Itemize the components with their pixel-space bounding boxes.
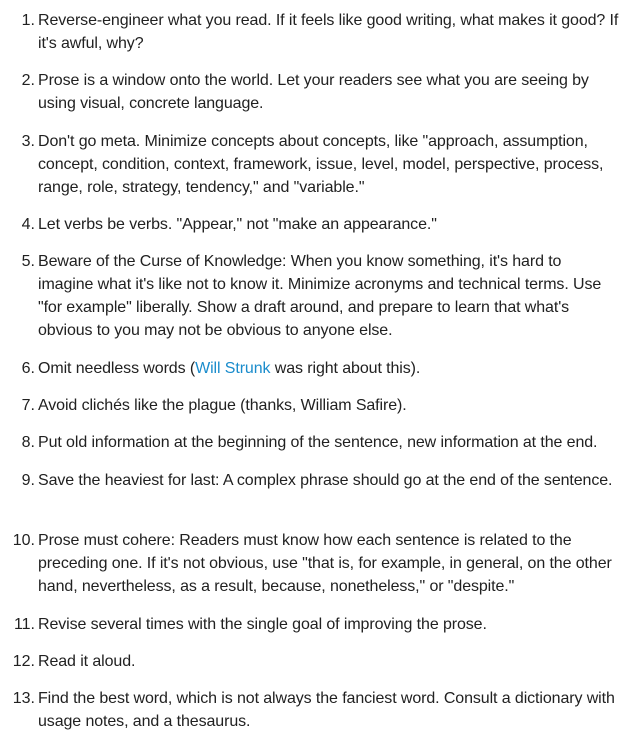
item-number: 8.: [21, 434, 35, 451]
item-text: Don't go meta. Minimize concepts about concepts, like "approach, assumption, concept, condition, context, framework, issue, level, model, perspective, process, range, role, strategy, tendency," and "variable.": [38, 133, 604, 196]
item-text: Beware of the Curse of Knowledge: When you know something, it's hard to imagine what it's like not to know it. Minimize acronyms and technical terms. Use "for example" liberally. Show a draft around, and prepare to learn that what's obvious to you may not be obvious to anyone else.: [38, 253, 602, 339]
item-number: 2.: [21, 72, 35, 89]
item-number: 10.: [12, 532, 35, 549]
item-number: 6.: [21, 360, 35, 377]
item-number: 9.: [21, 472, 35, 489]
item-text: Find the best word, which is not always the fanciest word. Consult a dictionary with usage notes, and a thesaurus.: [38, 690, 615, 730]
item-text: Reverse-engineer what you read. If it feels like good writing, what makes it good? If it's awful, why?: [38, 12, 619, 52]
item-text: Save the heaviest for last: A complex phrase should go at the end of the sentence.: [38, 472, 613, 489]
will-strunk-link[interactable]: Will Strunk: [195, 360, 271, 377]
item-number: 12.: [12, 653, 35, 670]
item-text-before: Omit needless words (: [38, 360, 196, 377]
item-number: 11.: [13, 616, 35, 633]
item-text: Read it aloud.: [38, 653, 136, 670]
item-number: 5.: [21, 253, 35, 270]
item-text: Prose is a window onto the world. Let your readers see what you are seeing by using visual, concrete language.: [38, 72, 589, 112]
item-number: 13.: [12, 690, 35, 707]
item-text-after: was right about this).: [270, 360, 421, 377]
item-number: 1.: [21, 12, 35, 29]
item-number: 3.: [21, 133, 35, 150]
item-text: Put old information at the beginning of the sentence, new information at the end.: [38, 434, 598, 451]
item-number: 4.: [21, 216, 35, 233]
item-text: Avoid clichés like the plague (thanks, William Safire).: [38, 397, 407, 414]
item-text: Let verbs be verbs. "Appear," not "make an appearance.": [38, 216, 437, 233]
item-text: Prose must cohere: Readers must know how each sentence is related to the preceding one. If it's not obvious, use "that is, for example, in general, on the other hand, nevertheless, as a result, because, nonetheless," or "despite.": [38, 532, 612, 595]
item-text: Revise several times with the single goal of improving the prose.: [38, 616, 487, 633]
item-text: [38, 357, 621, 380]
item-number: 7.: [21, 397, 35, 414]
